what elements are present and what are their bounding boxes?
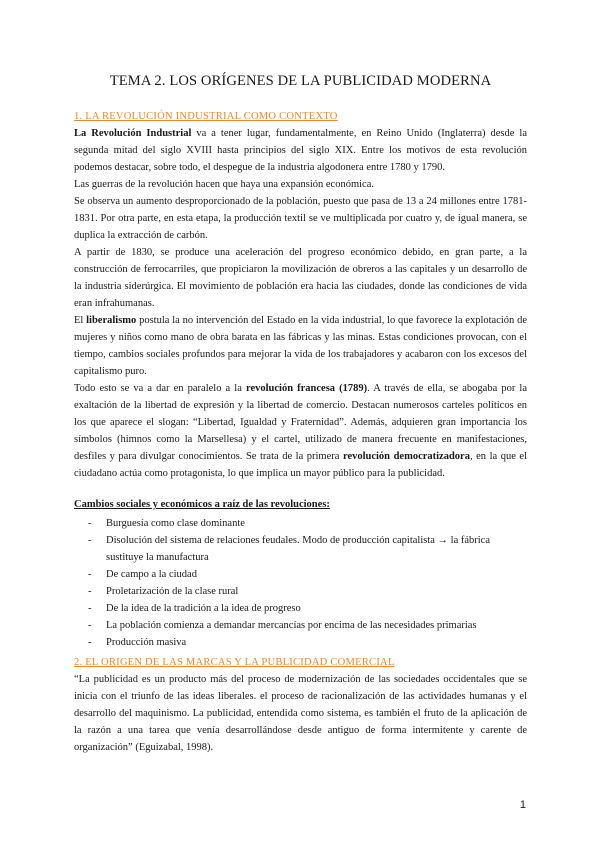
paragraph-poblacion: Se observa un aumento desproporcionado de la población, puesto que pasa de 13 a 24 millones entre 1781-1831. Por otra parte, en esta etapa, la producción textil se ve multiplicada por cuatro y, de igual manera, se duplica la extracción de carbón. [74, 196, 527, 241]
paragraph-revolucion-francesa [74, 380, 527, 482]
page-number: 1 [519, 799, 526, 811]
list-item: - Burguesía como clase dominante [74, 515, 527, 532]
paragraph-1830: A partir de 1830, se produce una aceleración del progreso económico debido, en gran parte, a la construcción de ferrocarriles, que propiciaron la movilización de obreros a las capitales y un desarrollo de la industria siderúrgica. El movimiento de población era hacia las ciudades, donde las condiciones de vida eran infrahumanas. [74, 247, 527, 309]
bold-term: La Revolución Industrial [74, 128, 192, 139]
paragraph-guerras: Las guerras de la revolución hacen que haya una expansión económica. [74, 179, 374, 190]
bold-term: liberalismo [86, 315, 137, 326]
paragraph-text: . A través de ella, se abogaba por la exaltación de la libertad de expresión y la libertad de comercio. Destacan numerosos carteles políticos en los que aparece el slogan: “Libertad, Igualdad y Fraternidad”. Además, adquieren gran importancia los símbolos (himnos como la Marsellesa) y el cartel, utilizado de manera frecuente en manifestaciones, desfiles y para divulgar conocimientos. Se trata de la primera [74, 383, 528, 462]
list-item: - Proletarización de la clase rural [74, 583, 527, 600]
bold-term: revolución democratizadora [342, 451, 470, 462]
changes-heading: Cambios sociales y económicos a raíz de las revoluciones: [74, 499, 330, 510]
list-item: - La población comienza a demandar mercancías por encima de las necesidades primarias [74, 617, 527, 634]
paragraph-text: , en la que el ciudadano actúa como protagonista, lo que implica un mayor público para la publicidad. [74, 451, 527, 479]
page-content [74, 73, 527, 756]
page-title: TEMA 2. LOS ORÍGENES DE LA PUBLICIDAD MODERNA [109, 73, 492, 89]
list-item: - De campo a la ciudad [74, 566, 527, 583]
paragraph-liberalismo [74, 312, 527, 380]
list-item: - Disolución del sistema de relaciones feudales. Modo de producción capitalista → la fábrica sustituye la manufactura [74, 532, 527, 566]
section-1-heading: 1. LA REVOLUCIÓN INDUSTRIAL COMO CONTEXTO [74, 111, 338, 122]
list-item: - Producción masiva [74, 634, 527, 651]
paragraph-text: postula la no intervención del Estado en la vida industrial, lo que favorece la explotación de mujeres y niños como mano de obra barata en las fábricas y las minas. Estas condiciones provocan, con el tiempo, cambios sociales profundos para mejorar la vida de los trabajadores y acabaron con los excesos del capitalismo puro. [74, 315, 527, 377]
paragraph-revolucion-industrial [74, 125, 527, 176]
bold-term: revolución francesa (1789) [245, 383, 368, 394]
quote-eguizabal: “La publicidad es un producto más del proceso de modernización de las sociedades occidentales que se inicia con el triunfo de las ideas liberales. el proceso de racionalización de las actividades humanas y el desarrollo del maquinismo. La publicidad, entendida como sistema, es también el fruto de la aplicación de la razón a una tarea que venía desarrollándose desde antiguo de forma intermitente y carente de organización” (Eguizabal, 1998). [74, 674, 527, 753]
list-item: - De la idea de la tradición a la idea de progreso [74, 600, 527, 617]
paragraph-text: va a tener lugar, fundamentalmente, en Reino Unido (Inglaterra) desde la segunda mitad del siglo XVIII hasta principios del siglo XIX. Entre los motivos de esta revolución podemos destacar, sobre todo, el despegue de la industria algodonera entre 1780 y 1790. [74, 128, 527, 173]
paragraph-text: El [74, 315, 87, 326]
changes-list [74, 515, 527, 651]
paragraph-text: Todo esto se va a dar en paralelo a la [74, 383, 246, 394]
section-2-heading: 2. EL ORIGEN DE LAS MARCAS Y LA PUBLICIDAD COMERCIAL [74, 657, 395, 668]
